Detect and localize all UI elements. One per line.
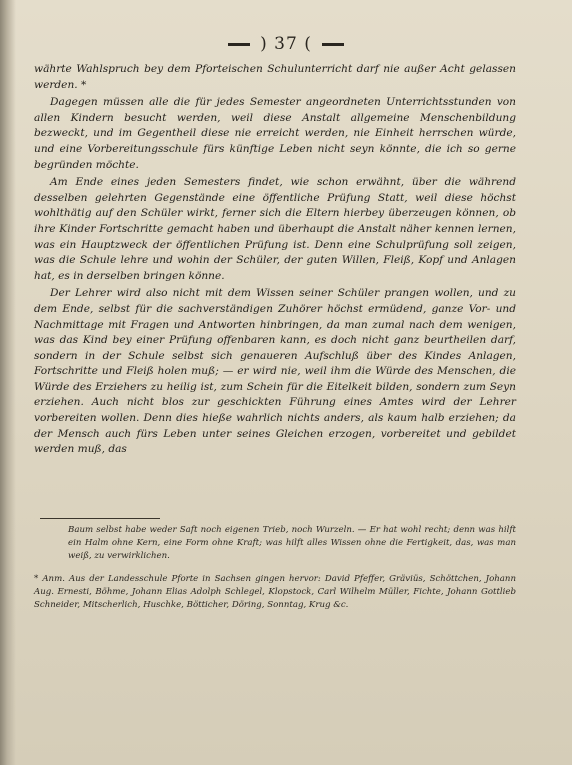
header-rule-left — [228, 43, 250, 46]
paragraph-continuation: währte Wahlspruch bey dem Pforteischen Schulunterricht darf nie außer Acht gelassen werden. * — [34, 63, 516, 91]
page-header — [0, 34, 572, 54]
body-text — [34, 62, 516, 458]
footnote-rule — [40, 518, 160, 519]
paragraph: Dagegen müssen alle die für jedes Semester angeordneten Unterrichtsstunden von allen Kindern besucht werden, weil diese Anstalt allgemeine Menschenbildung bezweckt, und im Gegentheil diese nie erreicht werden, nie Einheit herrschen würde, und eine Vorbereitungsschule fürs künftige Leben nicht seyn könnte, die ich so gerne begründen möchte. — [34, 96, 516, 171]
footnote-annotation: * Anm. Aus der Landesschule Pforte in Sachsen gingen hervor: David Pfeffer, Gräviüs, Schöttchen, Johann Aug. Ernesti, Böhme, Johann Elias Adolph Schlegel, Klopstock, Carl Wilhelm Müller, Fichte, Johann Gottlieb Schneider, Mitscherlich, Huschke, Bötticher, Döring, Sonntag, Krug &c. — [34, 574, 516, 610]
footnotes — [34, 524, 516, 622]
book-spine-shadow — [0, 0, 16, 765]
paragraph: Am Ende eines jeden Semesters findet, wie schon erwähnt, über die während desselben gelehrten Gegenstände eine öffentliche Prüfung Statt, weil diese höchst wohlthätig auf den Schüler wirkt, ferner sich die Eltern hierbey überzeugen können, ob ihre Kinder Fortschritte gemacht haben und überhaupt die Anstalt näher kennen lernen, was ein Hauptzweck der öffentlichen Prüfung ist. Denn eine Schulprüfung soll zeigen, was die Schule lehre und wohin der Schüler, der guten Willen, Fleiß, Kopf und Anlagen hat, es in derselben bringen könne. — [34, 176, 516, 282]
paragraph: Der Lehrer wird also nicht mit dem Wissen seiner Schüler prangen wollen, und zu dem Ende, selbst für die sachverständigen Zuhörer höchst ermüdend, ganze Vor- und Nachmittage mit Fragen und Antworten hinbringen, da man zumal nach dem wenigen, was das Kind bey einer Prüfung offenbaren kann, es doch nicht ganz beurtheilen darf, sondern in der Schule selbst sich genaueren Aufschluß über des Kindes Anlagen, Fortschritte und Fleiß holen muß; — er wird nie, weil ihm die Würde des Menschen, die Würde des Erziehers zu heilig ist, zum Schein für die Eitelkeit bilden, sondern zum Seyn erziehen. Auch nicht blos zur geschickten Führung eines Amtes wird der Lehrer vorbereiten wollen. Denn dies hieße wahrlich nichts anders, als kaum halb erziehen; da der Mensch auch fürs Leben unter seines Gleichen erzogen, vorbereitet und gebildet werden muß, das — [34, 287, 516, 456]
footnote-continuation: Baum selbst habe weder Saft noch eigenen Trieb, noch Wurzeln. — Er hat wohl recht; denn was hilft ein Halm ohne Kern, eine Form ohne Kraft; was hilft alles Wissen ohne die Fertigkeit, das, was man weiß, zu verwirklichen. — [68, 525, 516, 561]
header-rule-right — [322, 43, 344, 46]
page-number: ) 37 ( — [260, 34, 312, 54]
